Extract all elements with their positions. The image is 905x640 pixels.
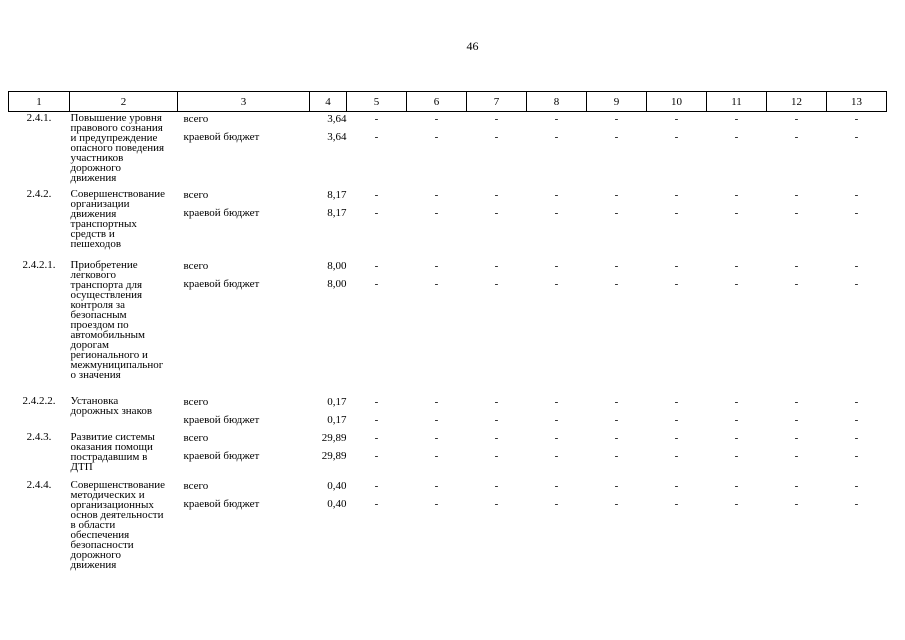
empty-value-cell <box>527 395 587 431</box>
row-name: Совершенствование методических и организационных основ деятельности в области обеспечения безопасности дорожного движения <box>70 478 165 571</box>
source-total: всего <box>183 395 209 408</box>
row-code: 2.4.3. <box>26 430 52 443</box>
empty-value-cell <box>767 431 827 479</box>
amount-regional-budget: 8,17 <box>327 206 347 219</box>
column-number-1: 1 <box>9 92 70 112</box>
dash-mark: - <box>434 449 439 462</box>
column-number-8: 8 <box>527 92 587 112</box>
funding-source-cell <box>178 259 310 395</box>
funding-source-cell <box>178 479 310 579</box>
column-number-5: 5 <box>347 92 407 112</box>
dash-mark: - <box>494 497 499 510</box>
dash-mark: - <box>434 395 439 408</box>
budget-table <box>8 91 887 579</box>
empty-value-cell <box>587 431 647 479</box>
amount-regional-budget: 8,00 <box>327 277 347 290</box>
dash-mark: - <box>794 131 799 143</box>
column-number-3: 3 <box>178 92 310 112</box>
dash-mark: - <box>494 449 499 462</box>
column-number-2: 2 <box>70 92 178 112</box>
dash-mark: - <box>734 413 739 426</box>
empty-value-cell <box>407 188 467 259</box>
empty-value-cell <box>467 395 527 431</box>
dash-mark: - <box>494 277 499 290</box>
page-number: 46 <box>466 39 479 53</box>
empty-value-cell <box>407 395 467 431</box>
dash-mark: - <box>554 497 559 510</box>
table-row <box>9 259 887 395</box>
dash-mark: - <box>794 277 799 290</box>
dash-mark: - <box>794 431 799 444</box>
amount-total: 3,64 <box>327 113 347 125</box>
dash-mark: - <box>674 497 679 510</box>
column-number-10: 10 <box>647 92 707 112</box>
table-row <box>9 395 887 431</box>
dash-mark: - <box>614 431 619 444</box>
dash-mark: - <box>554 449 559 462</box>
empty-value-cell <box>767 112 827 188</box>
dash-mark: - <box>794 479 799 492</box>
column-number-11: 11 <box>707 92 767 112</box>
dash-mark: - <box>494 413 499 426</box>
amount-cell <box>310 479 347 579</box>
funding-source-cell <box>178 395 310 431</box>
empty-value-cell <box>587 188 647 259</box>
dash-mark: - <box>794 259 799 272</box>
dash-mark: - <box>554 431 559 444</box>
dash-mark: - <box>614 188 619 201</box>
empty-value-cell <box>527 188 587 259</box>
dash-mark: - <box>614 259 619 272</box>
funding-source-cell <box>178 188 310 259</box>
dash-mark: - <box>794 395 799 408</box>
empty-value-cell <box>467 112 527 188</box>
amount-total: 8,17 <box>327 188 347 201</box>
table-row <box>9 431 887 479</box>
dash-mark: - <box>434 113 439 125</box>
empty-value-cell <box>827 188 887 259</box>
dash-mark: - <box>734 431 739 444</box>
dash-mark: - <box>374 497 379 510</box>
empty-value-cell <box>587 259 647 395</box>
column-number-row <box>9 92 887 112</box>
dash-mark: - <box>734 188 739 201</box>
empty-value-cell <box>347 395 407 431</box>
dash-mark: - <box>494 431 499 444</box>
dash-mark: - <box>734 131 739 143</box>
empty-value-cell <box>467 479 527 579</box>
amount-cell <box>310 259 347 395</box>
dash-mark: - <box>434 413 439 426</box>
empty-value-cell <box>527 479 587 579</box>
empty-value-cell <box>647 188 707 259</box>
source-total: всего <box>183 188 209 201</box>
source-total: всего <box>183 113 209 125</box>
dash-mark: - <box>554 413 559 426</box>
dash-mark: - <box>434 479 439 492</box>
row-name: Установка дорожных знаков <box>70 394 153 417</box>
dash-mark: - <box>434 431 439 444</box>
empty-value-cell <box>707 479 767 579</box>
dash-mark: - <box>674 431 679 444</box>
dash-mark: - <box>374 113 379 125</box>
row-code: 2.4.2.2. <box>22 394 56 407</box>
row-name: Совершенствование организации движения транспортных средств и пешеходов <box>70 187 165 250</box>
dash-mark: - <box>554 259 559 272</box>
dash-mark: - <box>374 431 379 444</box>
dash-mark: - <box>854 413 859 426</box>
dash-mark: - <box>674 277 679 290</box>
dash-mark: - <box>434 188 439 201</box>
empty-value-cell <box>467 188 527 259</box>
row-code: 2.4.1. <box>26 112 52 124</box>
empty-value-cell <box>407 431 467 479</box>
dash-mark: - <box>674 413 679 426</box>
dash-mark: - <box>854 395 859 408</box>
row-name: Приобретение легкового транспорта для осуществления контроля за безопасным проездом по автомобильным дорогам регионального и межмуниципальног о значения <box>70 258 164 381</box>
empty-value-cell <box>647 431 707 479</box>
source-total: всего <box>183 431 209 444</box>
dash-mark: - <box>434 259 439 272</box>
dash-mark: - <box>614 497 619 510</box>
funding-source-cell <box>178 431 310 479</box>
empty-value-cell <box>707 112 767 188</box>
dash-mark: - <box>734 395 739 408</box>
column-number-6: 6 <box>407 92 467 112</box>
dash-mark: - <box>494 188 499 201</box>
dash-mark: - <box>494 395 499 408</box>
dash-mark: - <box>734 277 739 290</box>
row-name: Развитие системы оказания помощи пострадавшим в ДТП <box>70 430 155 473</box>
empty-value-cell <box>647 112 707 188</box>
dash-mark: - <box>554 206 559 219</box>
amount-cell <box>310 431 347 479</box>
dash-mark: - <box>614 479 619 492</box>
dash-mark: - <box>674 479 679 492</box>
row-name: Повышение уровня правового сознания и предупреждение опасного поведения участников дорожного движения <box>70 112 165 184</box>
empty-value-cell <box>527 112 587 188</box>
amount-total: 0,17 <box>327 395 347 408</box>
amount-total: 8,00 <box>327 259 347 272</box>
column-number-13: 13 <box>827 92 887 112</box>
column-number-9: 9 <box>587 92 647 112</box>
source-regional-budget: краевой бюджет <box>183 449 260 462</box>
empty-value-cell <box>347 431 407 479</box>
dash-mark: - <box>434 131 439 143</box>
amount-total: 29,89 <box>321 431 347 444</box>
dash-mark: - <box>794 449 799 462</box>
empty-value-cell <box>587 395 647 431</box>
dash-mark: - <box>434 497 439 510</box>
dash-mark: - <box>494 479 499 492</box>
amount-cell <box>310 112 347 188</box>
dash-mark: - <box>854 188 859 201</box>
dash-mark: - <box>854 113 859 125</box>
dash-mark: - <box>494 131 499 143</box>
dash-mark: - <box>494 113 499 125</box>
empty-value-cell <box>407 112 467 188</box>
dash-mark: - <box>374 277 379 290</box>
empty-value-cell <box>647 479 707 579</box>
empty-value-cell <box>467 431 527 479</box>
dash-mark: - <box>614 395 619 408</box>
dash-mark: - <box>374 449 379 462</box>
empty-value-cell <box>587 479 647 579</box>
empty-value-cell <box>767 395 827 431</box>
dash-mark: - <box>854 277 859 290</box>
dash-mark: - <box>494 206 499 219</box>
row-code: 2.4.2.1. <box>22 258 56 271</box>
empty-value-cell <box>527 259 587 395</box>
dash-mark: - <box>794 113 799 125</box>
dash-mark: - <box>374 131 379 143</box>
empty-value-cell <box>347 188 407 259</box>
empty-value-cell <box>827 395 887 431</box>
dash-mark: - <box>374 413 379 426</box>
dash-mark: - <box>374 259 379 272</box>
dash-mark: - <box>674 188 679 201</box>
empty-value-cell <box>467 259 527 395</box>
empty-value-cell <box>767 479 827 579</box>
empty-value-cell <box>347 112 407 188</box>
dash-mark: - <box>374 188 379 201</box>
row-code: 2.4.4. <box>26 478 52 491</box>
source-regional-budget: краевой бюджет <box>183 497 260 510</box>
empty-value-cell <box>407 259 467 395</box>
row-code: 2.4.2. <box>26 187 52 200</box>
empty-value-cell <box>707 188 767 259</box>
dash-mark: - <box>434 277 439 290</box>
dash-mark: - <box>854 449 859 462</box>
dash-mark: - <box>854 206 859 219</box>
amount-cell <box>310 395 347 431</box>
dash-mark: - <box>734 479 739 492</box>
dash-mark: - <box>614 113 619 125</box>
dash-mark: - <box>794 206 799 219</box>
empty-value-cell <box>347 479 407 579</box>
table-row <box>9 188 887 259</box>
dash-mark: - <box>734 259 739 272</box>
dash-mark: - <box>854 259 859 272</box>
amount-regional-budget: 29,89 <box>321 449 347 462</box>
amount-regional-budget: 0,40 <box>327 497 347 510</box>
dash-mark: - <box>554 188 559 201</box>
dash-mark: - <box>554 113 559 125</box>
dash-mark: - <box>674 113 679 125</box>
empty-value-cell <box>647 259 707 395</box>
empty-value-cell <box>707 431 767 479</box>
source-regional-budget: краевой бюджет <box>183 206 260 219</box>
amount-regional-budget: 3,64 <box>327 131 347 143</box>
dash-mark: - <box>554 277 559 290</box>
empty-value-cell <box>587 112 647 188</box>
table-row <box>9 479 887 579</box>
empty-value-cell <box>827 259 887 395</box>
dash-mark: - <box>674 395 679 408</box>
source-regional-budget: краевой бюджет <box>183 277 260 290</box>
source-regional-budget: краевой бюджет <box>183 413 260 426</box>
dash-mark: - <box>854 131 859 143</box>
dash-mark: - <box>854 431 859 444</box>
dash-mark: - <box>614 206 619 219</box>
amount-regional-budget: 0,17 <box>327 413 347 426</box>
dash-mark: - <box>734 449 739 462</box>
amount-total: 0,40 <box>327 479 347 492</box>
dash-mark: - <box>734 497 739 510</box>
empty-value-cell <box>407 479 467 579</box>
dash-mark: - <box>614 277 619 290</box>
dash-mark: - <box>614 449 619 462</box>
dash-mark: - <box>374 206 379 219</box>
dash-mark: - <box>614 131 619 143</box>
dash-mark: - <box>434 206 439 219</box>
empty-value-cell <box>347 259 407 395</box>
column-number-12: 12 <box>767 92 827 112</box>
source-regional-budget: краевой бюджет <box>183 131 260 143</box>
source-total: всего <box>183 479 209 492</box>
column-number-4: 4 <box>310 92 347 112</box>
empty-value-cell <box>767 259 827 395</box>
dash-mark: - <box>794 413 799 426</box>
dash-mark: - <box>674 449 679 462</box>
dash-mark: - <box>374 479 379 492</box>
dash-mark: - <box>614 413 619 426</box>
empty-value-cell <box>767 188 827 259</box>
dash-mark: - <box>554 395 559 408</box>
dash-mark: - <box>674 206 679 219</box>
dash-mark: - <box>494 259 499 272</box>
dash-mark: - <box>554 131 559 143</box>
column-number-7: 7 <box>467 92 527 112</box>
dash-mark: - <box>734 206 739 219</box>
empty-value-cell <box>827 431 887 479</box>
funding-source-cell <box>178 112 310 188</box>
empty-value-cell <box>647 395 707 431</box>
empty-value-cell <box>827 112 887 188</box>
dash-mark: - <box>854 497 859 510</box>
dash-mark: - <box>674 259 679 272</box>
empty-value-cell <box>707 259 767 395</box>
table-row <box>9 112 887 188</box>
dash-mark: - <box>674 131 679 143</box>
amount-cell <box>310 188 347 259</box>
empty-value-cell <box>527 431 587 479</box>
empty-value-cell <box>707 395 767 431</box>
dash-mark: - <box>794 188 799 201</box>
dash-mark: - <box>554 479 559 492</box>
dash-mark: - <box>854 479 859 492</box>
source-total: всего <box>183 259 209 272</box>
dash-mark: - <box>794 497 799 510</box>
dash-mark: - <box>374 395 379 408</box>
dash-mark: - <box>734 113 739 125</box>
empty-value-cell <box>827 479 887 579</box>
